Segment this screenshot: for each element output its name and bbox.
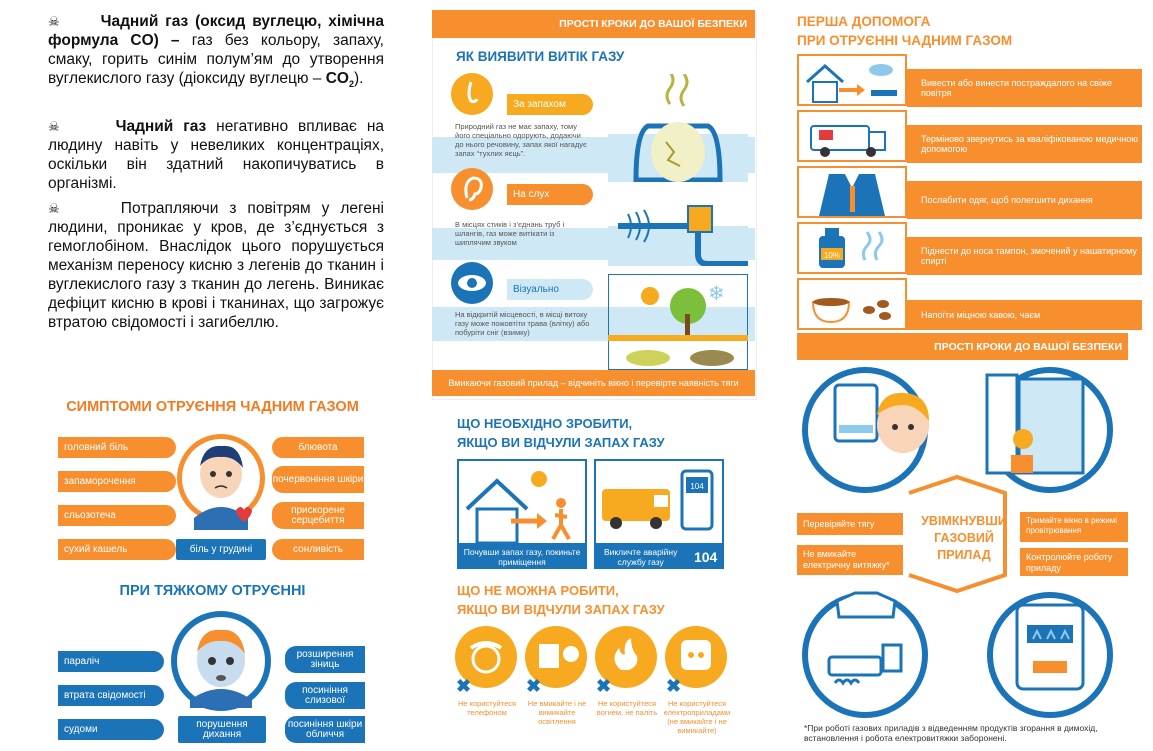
skull-icon: ☠ xyxy=(48,14,60,29)
severe-item: розширення зіниць xyxy=(285,646,365,673)
rotten-egg-illustration xyxy=(608,74,748,182)
prohibit-icon: ✖ xyxy=(456,676,472,696)
ambulance-picture xyxy=(797,110,907,162)
device-ventilate: Тримайте вікно в режимі провітрювання xyxy=(1020,512,1128,542)
severe-item: посиніння слизової xyxy=(285,682,365,709)
device-check-draft: Перевіряйте тягу xyxy=(797,513,903,535)
device-no-exhaust: Не вмикайте електричну витяжку* xyxy=(797,545,903,575)
detect-label-visual: Візуально xyxy=(507,279,593,300)
severe-title: ПРИ ТЯЖКОМУ ОТРУЄННІ xyxy=(119,583,306,599)
severe-item: параліч xyxy=(58,651,164,672)
eye-icon xyxy=(451,262,493,304)
symptom-item: головний біль xyxy=(58,437,176,458)
firstaid-banner: ПРОСТІ КРОКИ ДО ВАШОЇ БЕЗПЕКИ xyxy=(797,333,1128,360)
svg-text:❄: ❄ xyxy=(708,283,725,305)
detect-text-visual: На відкритій місцевості, в місці витоку газу може пожовтіти трава (влітку) або побуріти сніг (взимку) xyxy=(455,310,590,337)
prohibit-icon: ✖ xyxy=(596,676,612,696)
firstaid-item: Послабити одяг, щоб полегшити дихання xyxy=(907,181,1142,219)
sick-boy-illustration xyxy=(176,426,266,538)
sick-face-illustration xyxy=(168,608,274,714)
symptom-item: сльозотеча xyxy=(58,505,176,526)
nose-icon xyxy=(451,73,493,115)
symptom-item: почервоніння шкіри xyxy=(272,466,364,493)
do-cap-call: Викличте аварійну службу газу 104 xyxy=(594,545,724,569)
dont-title: ЩО НЕ МОЖНА РОБИТИ, ЯКЩО ВИ ВІДЧУЛИ ЗАПАХ ГАЗУ xyxy=(457,583,665,617)
device-center-title: УВІМКНУВШИ ГАЗОВИЙ ПРИЛАД xyxy=(921,514,1007,562)
symptom-item: запаморочення xyxy=(58,471,176,492)
detect-label-smell: За запахом xyxy=(507,94,593,115)
paragraph-co-mechanism: ☠ Потрапляючи з повітрям у легені людини, проникає у кров, де з’єднується з гемоглобіном. Внаслідок цього порушується механізм переносу кисню з легенів до тканин і вуглекислого газу з тканин до легень. Виникає дефіцит кисню в крові і тканинах, що загрожує втратою свідомості і загибеллю. xyxy=(48,200,384,331)
coffee-picture xyxy=(797,278,907,330)
ammonia-picture xyxy=(797,222,907,274)
pipe-leak-illustration xyxy=(608,184,748,266)
detect-banner: ПРОСТІ КРОКИ ДО ВАШОЇ БЕЗПЕКИ xyxy=(432,10,755,38)
severe-item: посиніння шкіри обличчя xyxy=(285,716,365,743)
dont-item: Не користуйтеся електроприладами (не вмикайте і не вимикайте) xyxy=(663,699,731,735)
detect-text-smell: Природний газ не має запаху, тому його спеціально одорують, додаючи до нього речовину, запах якої нагадує запах “тухлих яєць”. xyxy=(455,122,587,158)
prohibit-icon: ✖ xyxy=(666,676,682,696)
firstaid-item: Вивести або винести постраждалого на свіже повітря xyxy=(907,69,1142,107)
phone-screen-number: 104 xyxy=(690,482,704,491)
dont-item: Не користуйтеся телефоном xyxy=(457,699,517,717)
ear-icon xyxy=(451,168,493,210)
house-exit-illustration xyxy=(457,459,587,545)
do-cap-leave: Почувши запах газу, покиньте приміщення xyxy=(457,545,587,569)
severe-item: судоми xyxy=(58,719,164,740)
firstaid-item: Піднести до носа тампон, змочений у нашатирному спирті xyxy=(907,237,1142,275)
skull-icon: ☠ xyxy=(48,119,60,134)
firstaid-title: ПЕРША ДОПОМОГА ПРИ ОТРУЄННІ ЧАДНИМ ГАЗОМ xyxy=(797,14,1013,48)
severe-bottom: порушення дихання xyxy=(178,716,266,743)
symptom-item: сухий кашель xyxy=(58,539,176,560)
symptom-bottom: біль у грудині xyxy=(176,539,266,560)
visual-leak-illustration xyxy=(608,274,748,370)
device-monitor: Контролюйте роботу приладу xyxy=(1020,548,1128,576)
detect-text-hearing: В місцях стиків і з’єднань труб і шлангів, газ може витікати із шиплячим звуком xyxy=(455,220,565,247)
symptom-item: прискорене серцебиття xyxy=(272,502,364,529)
co-term: Чадний газ (оксид вуглецю, хімічна формула CO) – xyxy=(48,13,384,49)
emergency-van-illustration xyxy=(594,459,724,545)
paragraph-co-definition: ☠ Чадний газ (оксид вуглецю, хімічна формула CO) – газ без кольору, запаху, смаку, горить синім полум’ям до утворення вуглекислого газу (діоксиду вуглецю – $CO_2$). xyxy=(48,13,384,90)
detect-footer: Вмикаючи газовий прилад – відчиніть вікно і перевірте наявність тяги xyxy=(432,370,755,396)
detect-label-hearing: На слух xyxy=(507,184,593,205)
loosen-clothes-picture xyxy=(797,166,907,218)
prohibit-icon: ✖ xyxy=(526,676,542,696)
dont-item: Не користуйтеся вогнем, не паліть xyxy=(596,699,658,717)
paragraph-co-effect: ☠ Чадний газ негативно впливає на людину навіть у невеликих концентраціях, оскільки він здатний накопичуватись в організмі. xyxy=(48,118,384,192)
firstaid-item: Напоїти міцною кавою, чаєм xyxy=(907,300,1142,330)
symptoms-title: СИМПТОМИ ОТРУЄННЯ ЧАДНИМ ГАЗОМ xyxy=(66,399,359,415)
dont-item: Не вмикайте і не вимикайте освітлення xyxy=(527,699,587,726)
severe-item: втрата свідомості xyxy=(58,685,164,706)
fresh-air-picture xyxy=(797,54,907,106)
firstaid-item: Терміново звернутись за кваліфікованою медичною допомогою xyxy=(907,125,1142,163)
ammonia-label: 10% xyxy=(823,251,841,260)
device-footnote: *При роботі газових приладів з відведенням продуктів згорання в димохід, встановлення і робота електровитяжки заборонені. xyxy=(804,723,1098,743)
do-title: ЩО НЕОБХІДНО ЗРОБИТИ, ЯКЩО ВИ ВІДЧУЛИ ЗАПАХ ГАЗУ xyxy=(457,416,665,450)
symptom-item: сонливість xyxy=(272,539,364,560)
symptom-item: блювота xyxy=(272,437,364,458)
detect-title: ЯК ВИЯВИТИ ВИТІК ГАЗУ xyxy=(456,49,625,64)
skull-icon: ☠ xyxy=(48,201,60,216)
